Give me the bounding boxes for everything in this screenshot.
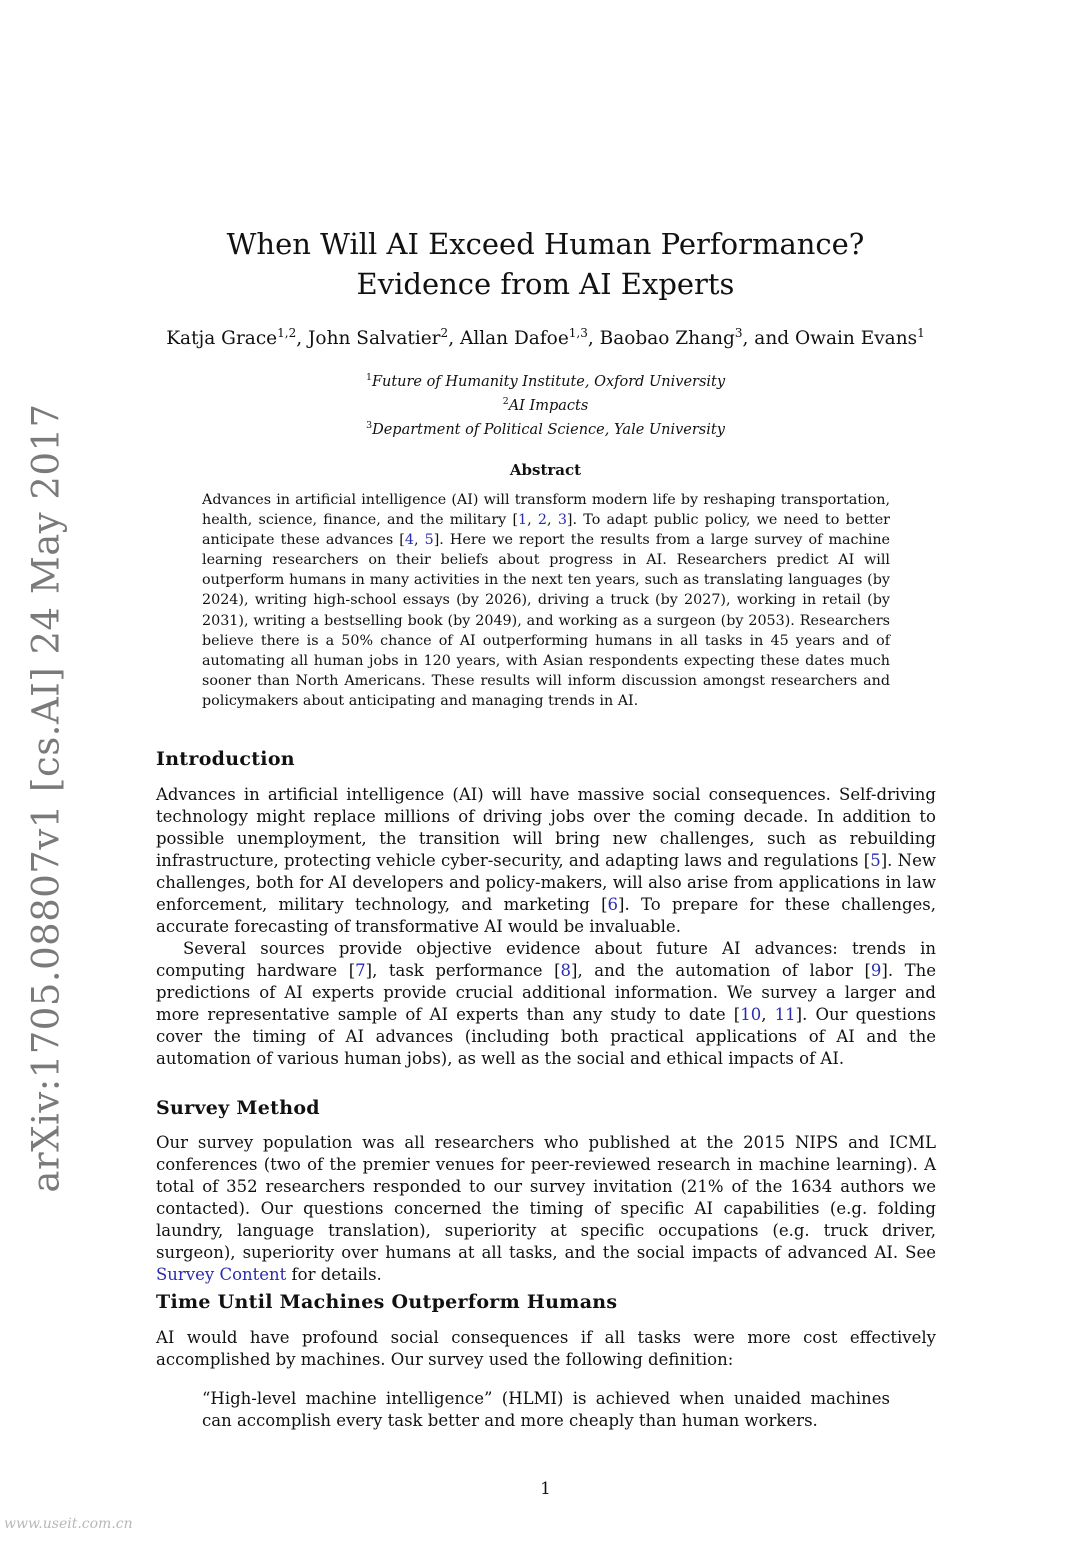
citation-link[interactable]: 5 (870, 851, 881, 870)
author-separator: , and (742, 328, 795, 350)
affiliation-number: 2 (502, 395, 509, 407)
body-text: ], and the automation of labor [ (571, 961, 871, 980)
affiliation-number: 1 (365, 372, 372, 383)
introduction-paragraph-1 (156, 784, 936, 938)
citation-link[interactable]: 11 (774, 1005, 796, 1024)
author-separator: , (296, 328, 309, 350)
author-affiliation-mark: 3 (734, 326, 743, 340)
citation-separator: , (761, 1005, 775, 1024)
author-name: Allan Dafoe (459, 328, 569, 350)
citation-link[interactable]: 7 (355, 961, 366, 980)
citation-link[interactable]: 3 (557, 512, 567, 529)
citation-link[interactable]: 1 (518, 512, 528, 529)
affiliation-name: AI Impacts (508, 397, 589, 414)
author-separator: , (448, 328, 460, 350)
affiliation (0, 392, 1091, 416)
affiliation-list (0, 368, 1091, 439)
author-affiliation-mark: 1,3 (568, 326, 588, 340)
citation-separator: , (527, 512, 538, 529)
survey-method-heading: Survey Method (156, 1097, 320, 1119)
affiliation-name: Future of Humanity Institute, Oxford University (371, 373, 726, 390)
body-text: Our survey population was all researchers who published at the 2015 NIPS and ICML conferences (two of the premier venues for peer-reviewed research in machine learning). A total of 352 researchers responded to our survey invitation (21% of the 1634 authors we contacted). Our questions concerned the timing of specific AI capabilities (e.g. folding laundry, language translation), superiority at specific occupations (e.g. truck driver, surgeon), superiority over humans at all tasks, and the social impacts of advanced AI. See (156, 1133, 936, 1262)
body-text: for details. (286, 1265, 382, 1284)
affiliation (0, 416, 1091, 440)
citation-link[interactable]: 4 (404, 532, 414, 549)
citation-separator: , (413, 532, 425, 549)
author-affiliation-mark: 1 (917, 326, 925, 340)
citation-link[interactable]: 9 (870, 961, 882, 980)
citation-link[interactable]: 8 (560, 961, 572, 980)
abstract-text: Advances in artificial intelligence (AI) will transform modern life by reshaping transportation, health, science, finance, and the military [ (202, 492, 890, 529)
body-text: Advances in artificial intelligence (AI) will have massive social consequences. Self-driving technology might replace millions of driving jobs over the coming decade. In addition to possible unemployment, the transition will bring new challenges, such as rebuilding infrastructure, protecting vehicle cyber-security, and adapting laws and regulations [ (156, 785, 936, 870)
time-until-heading: Time Until Machines Outperform Humans (156, 1291, 618, 1313)
title-line-1: When Will AI Exceed Human Performance? (226, 227, 865, 261)
introduction-paragraph-2 (156, 938, 936, 1070)
body-text: ]. New challenges, both for AI developers and policy-makers, will also arise from applications in law enforcement, military technology, and marketing [ (156, 851, 936, 914)
body-text: Several sources provide objective evidence about future AI advances: trends in computing hardware [ (156, 939, 936, 980)
citation-link[interactable]: 2 (537, 512, 548, 529)
affiliation (0, 368, 1091, 392)
hlmi-definition-quote: “High-level machine intelligence” (HLMI) is achieved when unaided machines can accomplish every task better and more cheaply than human workers. (202, 1389, 890, 1430)
body-text: ], task performance [ (365, 961, 561, 980)
watermark: www.useit.com.cn (4, 1516, 133, 1532)
citation-separator: , (547, 512, 558, 529)
author-name: Katja Grace (166, 328, 278, 350)
affiliation-number: 3 (366, 419, 373, 431)
paper-title (0, 224, 1091, 304)
citation-link[interactable]: 6 (607, 895, 619, 914)
abstract-text: ]. Here we report the results from a large survey of machine learning researchers on their beliefs about progress in AI. Researchers predict AI will outperform humans in many activities in the next ten years, such as translating languages (by 2024), writing high-school essays (by 2026), driving a truck (by 2027), working in retail (by 2031), writing a bestselling book (by 2049), and working as a surgeon (by 2053). Researchers believe there is a 50% chance of AI outperforming humans in all tasks in 45 years and of automating all human jobs in 120 years, with Asian respondents expecting these dates much sooner than North Americans. These results will inform discussion amongst researchers and policymakers about anticipating and managing trends in AI. (202, 532, 890, 709)
time-until-paragraph: AI would have profound social consequences if all tasks were more cost effectively accomplished by machines. Our survey used the following definition: (156, 1328, 936, 1369)
page-number: 1 (540, 1479, 551, 1498)
citation-link[interactable]: 5 (424, 532, 434, 549)
survey-content-link[interactable]: Survey Content (156, 1265, 287, 1284)
title-line-2: Evidence from AI Experts (356, 267, 735, 301)
body-text: ]. To prepare for these challenges, accurate forecasting of transformative AI would be invaluable. (156, 895, 936, 936)
survey-method-paragraph (156, 1132, 936, 1286)
author-separator: , (587, 328, 600, 350)
author-list (0, 326, 1091, 349)
affiliation-name: Department of Political Science, Yale University (372, 421, 725, 438)
body-text: ]. The predictions of AI experts provide crucial additional information. We survey a larger and more representative sample of AI experts than any study to date [ (156, 961, 937, 1024)
body-text: ]. Our questions cover the timing of AI advances (including both practical applications of AI and the automation of various human jobs), as well as the social and ethical impacts of AI. (156, 1005, 936, 1068)
author-name: John Salvatier (308, 328, 441, 350)
author-affiliation-mark: 2 (440, 326, 449, 340)
author-affiliation-mark: 1,2 (277, 326, 297, 340)
arxiv-identifier: arXiv:1705.08807v1 [cs.AI] 24 May 2017 (24, 403, 68, 1193)
author-name: Baobao Zhang (599, 328, 735, 350)
author-name: Owain Evans (794, 328, 918, 350)
abstract-heading: Abstract (509, 461, 582, 479)
introduction-heading: Introduction (156, 748, 295, 770)
abstract-text: ]. To adapt public policy, we need to better anticipate these advances [ (202, 512, 891, 549)
citation-link[interactable]: 10 (740, 1005, 762, 1024)
abstract-body (202, 490, 890, 711)
